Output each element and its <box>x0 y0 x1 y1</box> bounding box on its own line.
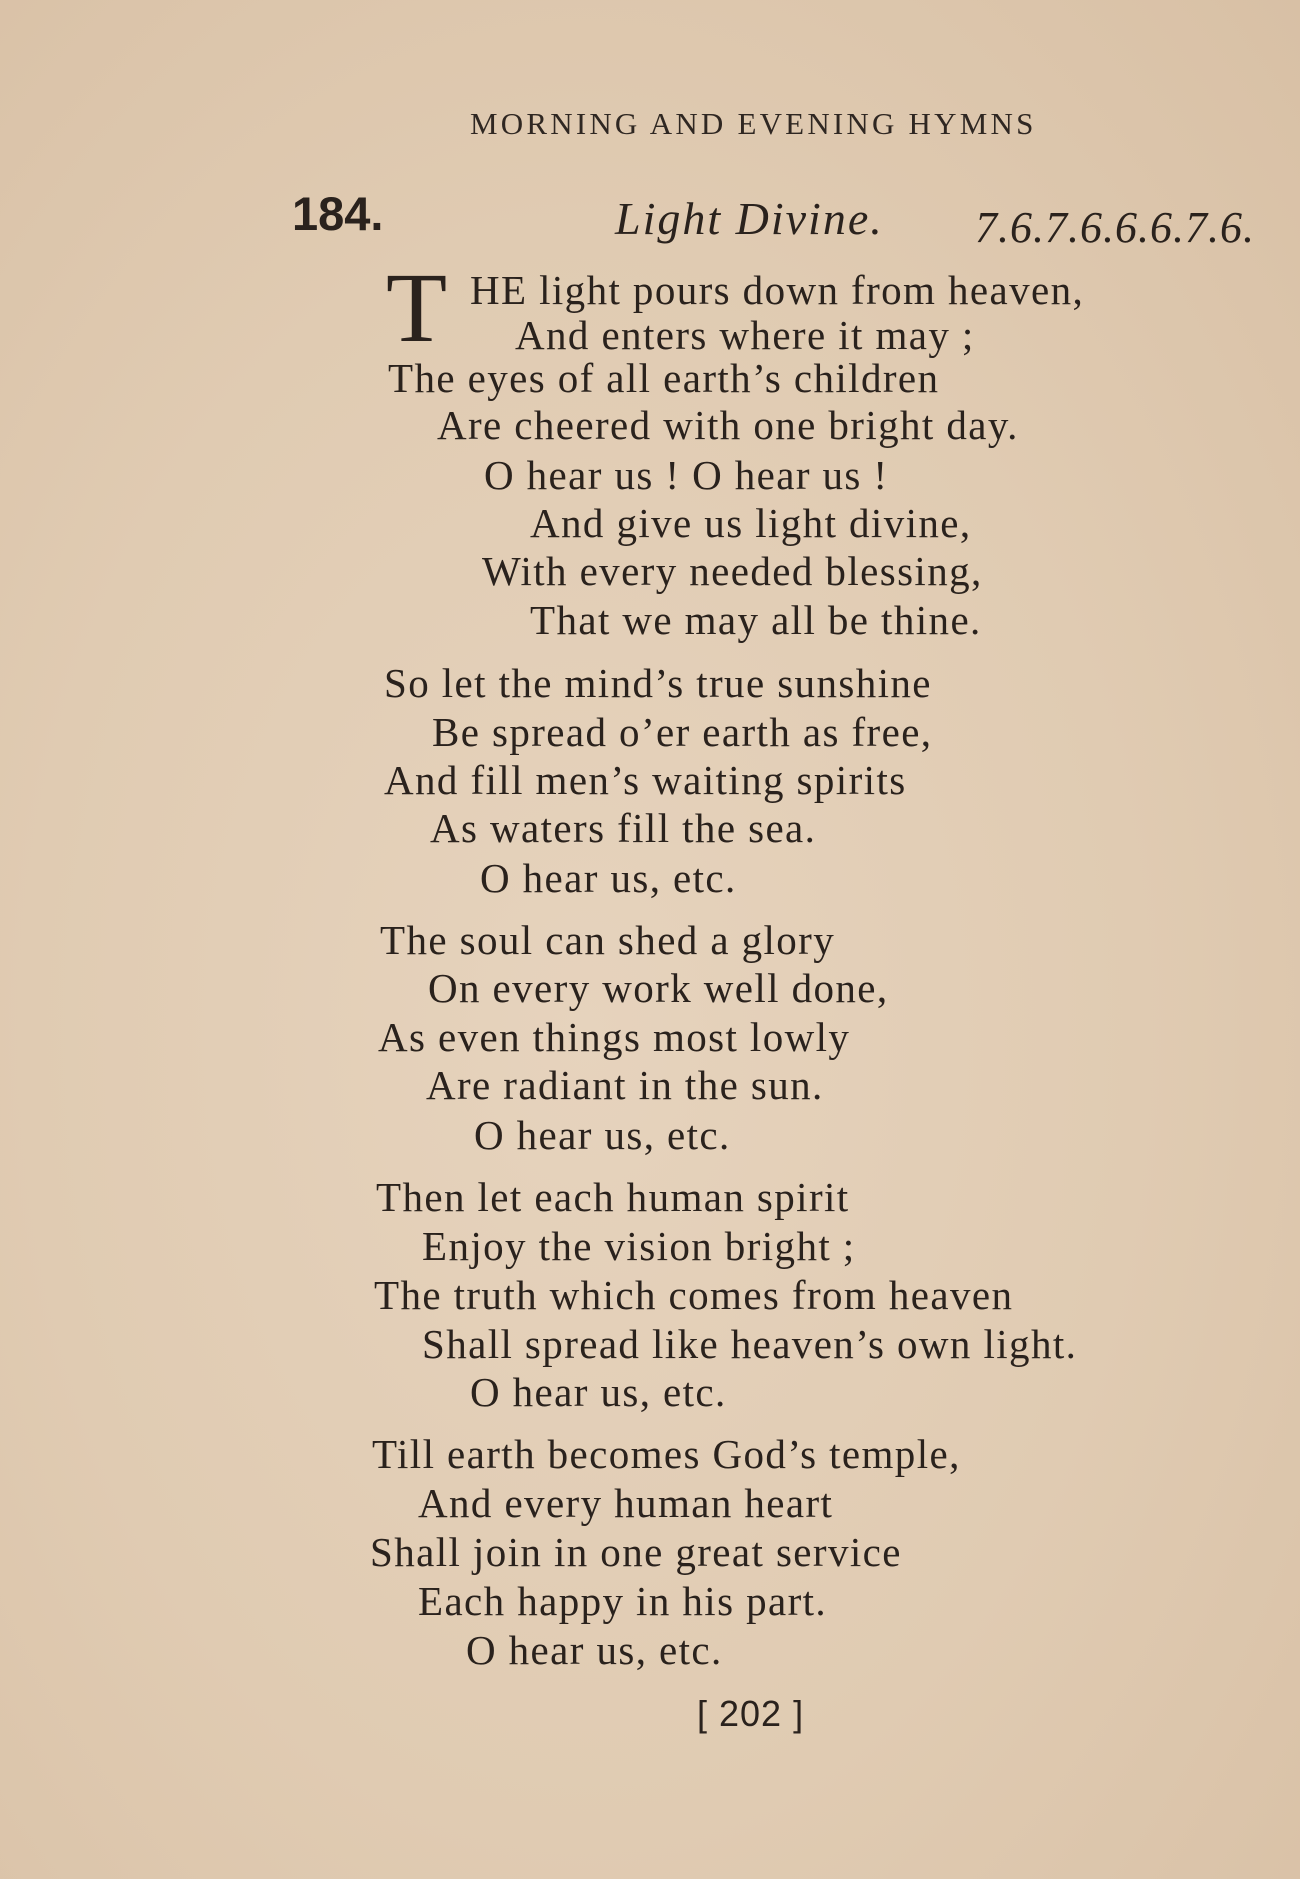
verse-refrain: O hear us, etc. <box>470 1369 727 1415</box>
verse-line: And fill men’s waiting spirits <box>384 757 907 803</box>
hymn-meter: 7.6.7.6.6.6.7.6. <box>975 203 1255 252</box>
hymn-title: Light Divine. <box>615 193 884 244</box>
verse-line: HE light pours down from heaven, <box>470 267 1085 313</box>
verse-line: And every human heart <box>418 1480 834 1526</box>
hymn-number: 184. <box>292 187 384 240</box>
verse-line: Are radiant in the sun. <box>426 1062 824 1108</box>
verse-line: Are cheered with one bright day. <box>437 402 1019 448</box>
verse-refrain: O hear us ! O hear us ! <box>484 452 889 498</box>
verse-line: And give us light divine, <box>530 500 972 546</box>
drop-cap: T <box>386 252 448 363</box>
verse-line: Shall join in one great service <box>370 1529 902 1575</box>
verse-line: Each happy in his part. <box>418 1578 828 1624</box>
verse-line: So let the mind’s true sunshine <box>384 660 932 706</box>
verse-line: Then let each human spirit <box>376 1174 850 1220</box>
verse-refrain: O hear us, etc. <box>466 1627 723 1673</box>
verse-line: As even things most lowly <box>378 1014 851 1060</box>
verse-refrain: O hear us, etc. <box>474 1112 731 1158</box>
verse-line: That we may all be thine. <box>530 597 982 643</box>
verse-line: The truth which comes from heaven <box>374 1272 1014 1318</box>
verse-line: Till earth becomes God’s temple, <box>372 1431 961 1477</box>
verse-line: As waters fill the sea. <box>430 805 817 851</box>
verse-line: The soul can shed a glory <box>380 917 836 963</box>
verse-line: Be spread o’er earth as free, <box>432 709 933 755</box>
verse-line: On every work well done, <box>428 965 889 1011</box>
verse-line: Enjoy the vision bright ; <box>422 1223 856 1269</box>
verse-line: The eyes of all earth’s children <box>388 355 940 401</box>
verse-line: Shall spread like heaven’s own light. <box>422 1321 1078 1367</box>
verse-line: And enters where it may ; <box>515 312 975 358</box>
verse-refrain: O hear us, etc. <box>480 855 737 901</box>
verse-line: With every needed blessing, <box>482 548 983 594</box>
running-head: MORNING AND EVENING HYMNS <box>470 106 1037 141</box>
page-number: [ 202 ] <box>697 1693 805 1734</box>
